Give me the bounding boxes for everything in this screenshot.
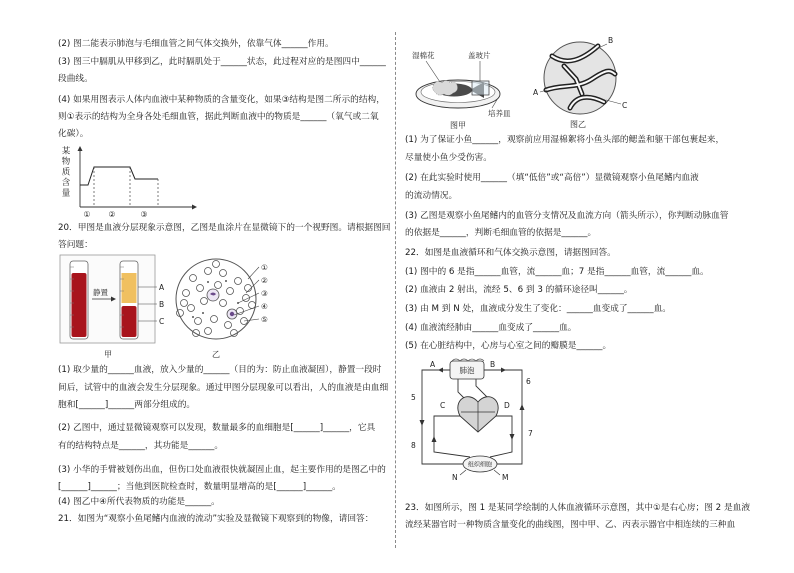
graph-x-label-3: ③ [140, 210, 148, 219]
cell-label-2: ② [261, 276, 268, 285]
q20-part2-line1: (2) 乙图中，通过显微镜观察可以发现，数量最多的血细胞是[______]______，它具 [58, 423, 376, 433]
cell-label-1: ① [261, 263, 268, 272]
q22-part3: (3) 由 M 到 N 处，血液成分发生了变化：______血变成了______血。 [405, 304, 671, 314]
q19-part4-line3: 化碳）。 [58, 129, 89, 139]
vessel-label-7: 7 [528, 429, 533, 438]
cell-label-3: ③ [261, 289, 268, 298]
cover-slip [472, 81, 489, 95]
q22-part2: (2) 血液由 2 射出，流经 5、6 到 3 的循环途径叫______。 [405, 285, 633, 295]
q21-part1-line2: 尽量使小鱼少受伤害。 [405, 153, 492, 163]
fish-setup-figure [410, 36, 518, 132]
dish-label: 培养皿 [488, 109, 511, 118]
graph-y-label: 某物质含量 [60, 146, 70, 199]
layer-label-a: A [159, 283, 165, 292]
content-curve [80, 167, 158, 185]
q23-stem-line2: 流经某器官时一种物质含量变化的曲线图，图中甲、乙、丙表示器官中相连续的三种血 [405, 520, 736, 530]
q20-part3-line1: (3) 小华的手臂被划伤出血，但伤口处血液很快就凝固止血，起主要作用的是图乙中的 [58, 465, 386, 475]
blood-smear-view [176, 259, 256, 339]
fresh-blood-tube [70, 261, 88, 339]
vessel-label-c: C [622, 101, 628, 110]
tissue-label: 组织细胞 [467, 461, 493, 469]
q20-stem-line2: 答问题： [58, 240, 93, 250]
blood-figure [58, 253, 273, 361]
caption-figure-a: 图甲 [450, 121, 466, 130]
q20-part2-line2: 有的结构特点是______，其功能是______。 [58, 441, 224, 451]
q22-part4: (4) 血液流经肺由______血变成了______血。 [405, 323, 577, 333]
q21-part2-line1: (2) 在此实验时使用______（填“低倍”或“高倍”）显微镜观察小鱼尾鳍内血液 [405, 173, 699, 183]
caption-jia: 甲 [104, 350, 112, 359]
q21-part2-line2: 的流动情况。 [405, 191, 458, 201]
point-label-m: M [502, 473, 509, 482]
heart [458, 397, 498, 432]
q21-part1-line1: (1) 为了保证小鱼______，观察前应用湿棉絮将小鱼头部的鳃盖和躯干部包裹起来， [405, 135, 725, 145]
q22-part5: (5) 在心脏结构中，心房与心室之间的瓣膜是______。 [405, 341, 612, 351]
layer-label-c: C [159, 317, 165, 326]
q20-part1-line2: 间后，试管中的血液会发生分层现象。通过甲图分层现象可以看出，人的血液是由血细 [58, 383, 389, 393]
q19-part4-line1: (4) 如果用图表示人体内血液中某种物质的含量变化，如果③结构是图二所示的结构， [58, 95, 385, 105]
caption-figure-b: 图乙 [570, 120, 586, 129]
q21-stem: 21．如图为“观察小鱼尾鳍内血液的流动”实验及显微镜下观察到的物像，请回答： [58, 514, 374, 524]
q22-stem: 22．如图是血液循环和气体交换示意图，请据图回答。 [405, 248, 616, 258]
lung-label: 肺泡 [459, 366, 475, 375]
q20-part3-line2: [______]______；当他到医院检查时，数量明显增高的是[______]______。 [58, 482, 341, 492]
settle-label: 静置 [93, 288, 108, 297]
q19-part3-line2: 段曲线。 [58, 74, 93, 84]
vessel-label-6: 6 [526, 377, 531, 386]
cotton-label: 湿棉花 [412, 51, 435, 60]
lung-alveolus [450, 359, 484, 379]
test-tubes-panel [60, 255, 155, 343]
chamber-label-b: B [490, 360, 496, 369]
vessel-label-b: B [608, 36, 614, 45]
q19-part4-line2: 则①表示的结构为全身各处毛细血管，据此判断血液中的物质是______（氧气或二氧 [58, 112, 379, 122]
column-divider [395, 32, 396, 548]
q20-stem-line1: 20．甲图是血液分层现象示意图，乙图是血涂片在显微镜下的一个视野图。请根据图回 [58, 223, 391, 233]
q21-part3-line2: 的依据是______，判断毛细血管的依据是______。 [405, 228, 597, 238]
q20-part4: (4) 图乙中④所代表物质的功能是______。 [58, 497, 220, 507]
circulation-diagram [408, 356, 540, 484]
vessel-label-5: 5 [411, 393, 416, 402]
graph-x-label-1: ① [83, 210, 91, 219]
vessel-label-a: A [533, 88, 539, 97]
q20-part1-line3: 胞和[______]______两部分组成的。 [58, 400, 196, 410]
q21-part3-line1: (3) 乙图是观察小鱼尾鳍内的血管分支情况及血流方向（箭头所示），你判断动脉血管 [405, 211, 729, 221]
settled-blood-tube [120, 261, 138, 339]
cell-label-4: ④ [261, 302, 268, 311]
layer-label-b: B [159, 300, 165, 309]
caption-yi: 乙 [212, 350, 220, 359]
q23-stem-line1: 23．如图所示，图 1 是某同学绘制的人体血液循环示意图，其中①是右心房；图 2 是血液 [405, 503, 751, 513]
graph-x-label-2: ② [108, 210, 116, 219]
q22-part1: (1) 图中的 6 是指______血管，流______血；7 是指______血管，流______血。 [405, 267, 709, 277]
cell-label-5: ⑤ [261, 315, 268, 324]
q19-part3-line1: (3) 图三中膈肌从甲移到乙，此时膈肌处于______状态，此过程对应的是图四中______ [58, 57, 386, 67]
q19-part2: (2) 图二能表示肺泡与毛细血管之间气体交换外，依靠气体______作用。 [58, 39, 334, 49]
chamber-label-c: C [440, 401, 446, 410]
chamber-label-d: D [504, 401, 510, 410]
cover-slip-label: 盖玻片 [468, 51, 491, 60]
tail-fin-microscope-view [532, 34, 632, 132]
q20-part1-line1: (1) 取少量的______血液，放入少量的______（目的为：防止血液凝固），静置一段时 [58, 365, 382, 375]
chamber-label-a: A [430, 360, 436, 369]
vessel-label-8: 8 [411, 441, 416, 450]
point-label-n: N [452, 473, 458, 482]
tissue-cells [463, 456, 497, 472]
substance-content-graph [72, 145, 202, 221]
